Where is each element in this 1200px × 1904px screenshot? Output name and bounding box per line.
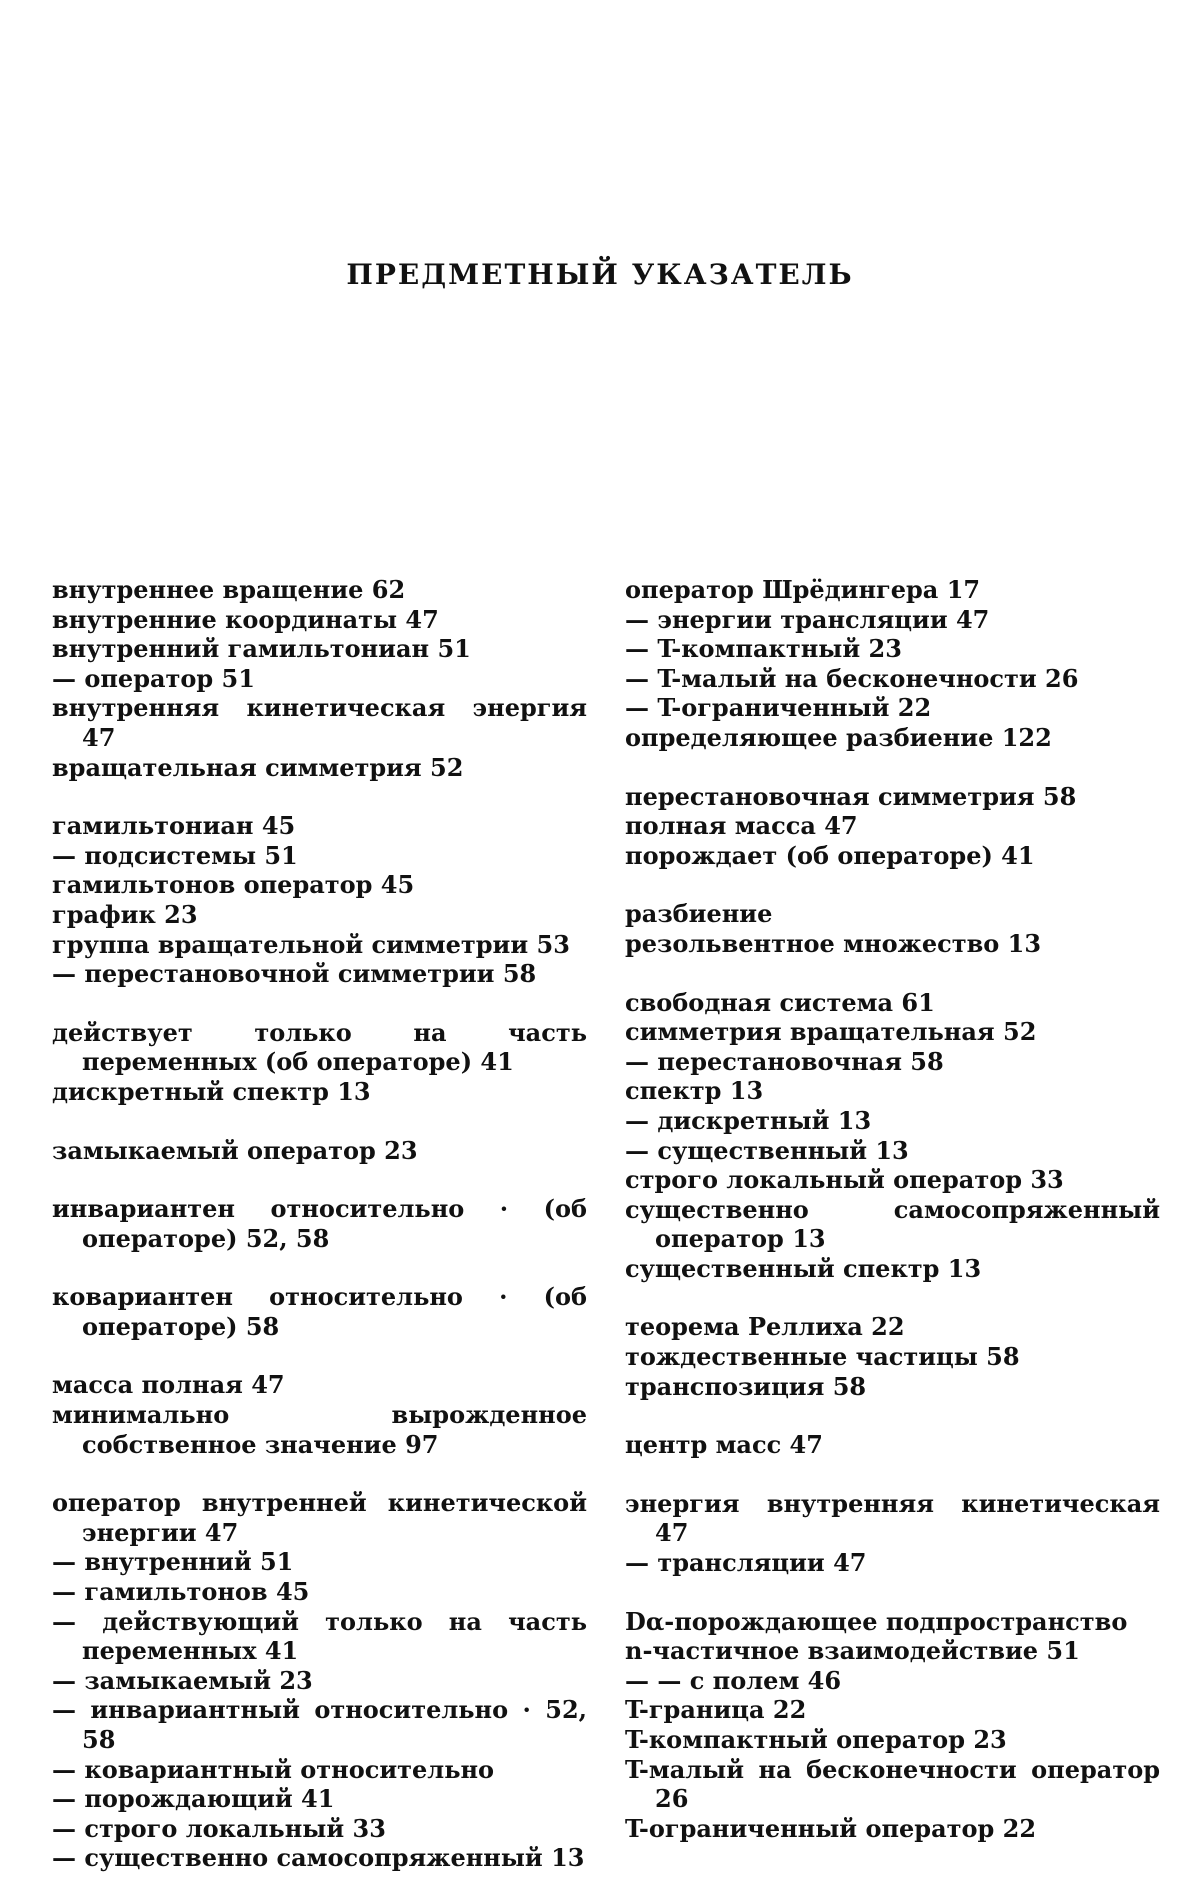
index-entry: — оператор 51 <box>52 663 255 693</box>
index-group <box>52 1370 587 1459</box>
page-title: ПРЕДМЕТНЫЙ УКАЗАТЕЛЬ <box>346 258 854 291</box>
index-group <box>52 1282 587 1341</box>
index-entry: — порождающий 41 <box>52 1784 335 1814</box>
index-entry: — перестановочная 58 <box>625 1046 944 1076</box>
index-entry: транспозиция 58 <box>625 1371 867 1401</box>
index-entry: — T-малый на бесконечности 26 <box>625 663 1079 693</box>
index-group <box>52 1194 587 1253</box>
index-entry: гамильтонов оператор 45 <box>52 870 415 900</box>
index-group <box>625 782 1160 871</box>
index-entry: симметрия вращательная 52 <box>625 1017 1037 1047</box>
index-entry: гамильтониан 45 <box>52 811 296 841</box>
index-entry: внутреннее вращение 62 <box>52 575 406 604</box>
index-entry: порождает (об операторе) 41 <box>625 840 1035 870</box>
index-group <box>52 811 587 989</box>
index-group <box>625 1607 1160 1844</box>
index-entry: оператор Шрёдингера 17 <box>625 575 981 604</box>
index-entry: — ковариантный относительно <box>52 1754 495 1784</box>
index-entry: — дискретный 13 <box>625 1105 872 1135</box>
index-entry: существенно самосопряженный оператор 13 <box>625 1194 1160 1254</box>
index-entry: строго локальный оператор 33 <box>625 1165 1064 1195</box>
index-column-left <box>52 575 587 1902</box>
index-entry: — перестановочной симметрии 58 <box>52 959 537 989</box>
index-entry: существенный спектр 13 <box>625 1253 982 1283</box>
index-group <box>625 1430 1160 1460</box>
index-entry: теорема Реллиха 22 <box>625 1312 905 1342</box>
index-entry: T-компактный оператор 23 <box>625 1725 1007 1754</box>
index-entry: замыкаемый оператор 23 <box>52 1135 418 1165</box>
index-entry: — существенно самосопряженный 13 <box>52 1843 585 1873</box>
index-group <box>625 575 1160 753</box>
index-entry: — инвариантный относительно · 52, 58 <box>52 1695 587 1754</box>
index-entry: спектр 13 <box>625 1076 764 1106</box>
index-entry: разбиение <box>625 899 773 929</box>
index-group <box>52 1488 587 1873</box>
index-entry: — действующий только на часть переменных 41 <box>52 1606 587 1666</box>
index-entry: — гамильтонов 45 <box>52 1577 310 1607</box>
index-entry: — подсистемы 51 <box>52 840 298 870</box>
index-entry: — внутренний 51 <box>52 1547 294 1577</box>
index-entry: ковариантен относительно · (об операторе) 58 <box>52 1282 587 1341</box>
index-entry: — — с полем 46 <box>625 1665 842 1695</box>
index-column-right <box>625 575 1160 1872</box>
index-entry: энергия внутренняя кинетическая 47 <box>625 1488 1160 1548</box>
index-entry: внутренняя кинетическая энергия 47 <box>52 693 587 752</box>
index-entry: Dα-порождающее подпространство <box>625 1606 1128 1636</box>
index-entry: график 23 <box>52 899 198 929</box>
index-group <box>52 1136 587 1166</box>
index-entry: T-малый на бесконечности оператор 26 <box>625 1754 1160 1814</box>
index-group <box>52 575 587 782</box>
index-entry: — энергии трансляции 47 <box>625 604 990 634</box>
index-entry: свободная система 61 <box>625 987 935 1017</box>
index-entry: — трансляции 47 <box>625 1548 867 1578</box>
index-entry: T-граница 22 <box>625 1695 807 1725</box>
index-entry: дискретный спектр 13 <box>52 1076 371 1106</box>
index-entry: — строго локальный 33 <box>52 1813 386 1843</box>
index-entry: действует только на часть переменных (об операторе) 41 <box>52 1017 587 1077</box>
index-entry: внутренние координаты 47 <box>52 604 439 634</box>
index-entry: оператор внутренней кинетической энергии 47 <box>52 1488 587 1547</box>
index-entry: вращательная симметрия 52 <box>52 752 464 782</box>
index-entry: n-частичное взаимодействие 51 <box>625 1636 1080 1666</box>
index-entry: — T-ограниченный 22 <box>625 693 932 723</box>
index-entry: T-ограниченный оператор 22 <box>625 1813 1037 1843</box>
index-entry: — существенный 13 <box>625 1135 909 1165</box>
index-group <box>52 1018 587 1107</box>
index-group <box>625 1489 1160 1578</box>
index-entry: группа вращательной симметрии 53 <box>52 929 570 959</box>
index-group <box>625 1312 1160 1401</box>
index-entry: тождественные частицы 58 <box>625 1342 1020 1372</box>
index-entry: определяющее разбиение 122 <box>625 722 1052 752</box>
index-entry: инвариантен относительно · (об операторе) 52, 58 <box>52 1194 587 1253</box>
index-entry: перестановочная симметрия 58 <box>625 781 1077 811</box>
index-group <box>625 899 1160 958</box>
index-entry: — замыкаемый 23 <box>52 1665 313 1695</box>
index-group <box>625 988 1160 1284</box>
index-entry: масса полная 47 <box>52 1370 285 1400</box>
index-entry: — T-компактный 23 <box>625 634 902 664</box>
index-entry: резольвентное множество 13 <box>625 928 1042 958</box>
index-entry: внутренний гамильтониан 51 <box>52 634 471 664</box>
index-entry: центр масс 47 <box>625 1430 823 1460</box>
index-entry: минимально вырожденное собственное значение 97 <box>52 1400 587 1459</box>
index-entry: полная масса 47 <box>625 811 858 841</box>
